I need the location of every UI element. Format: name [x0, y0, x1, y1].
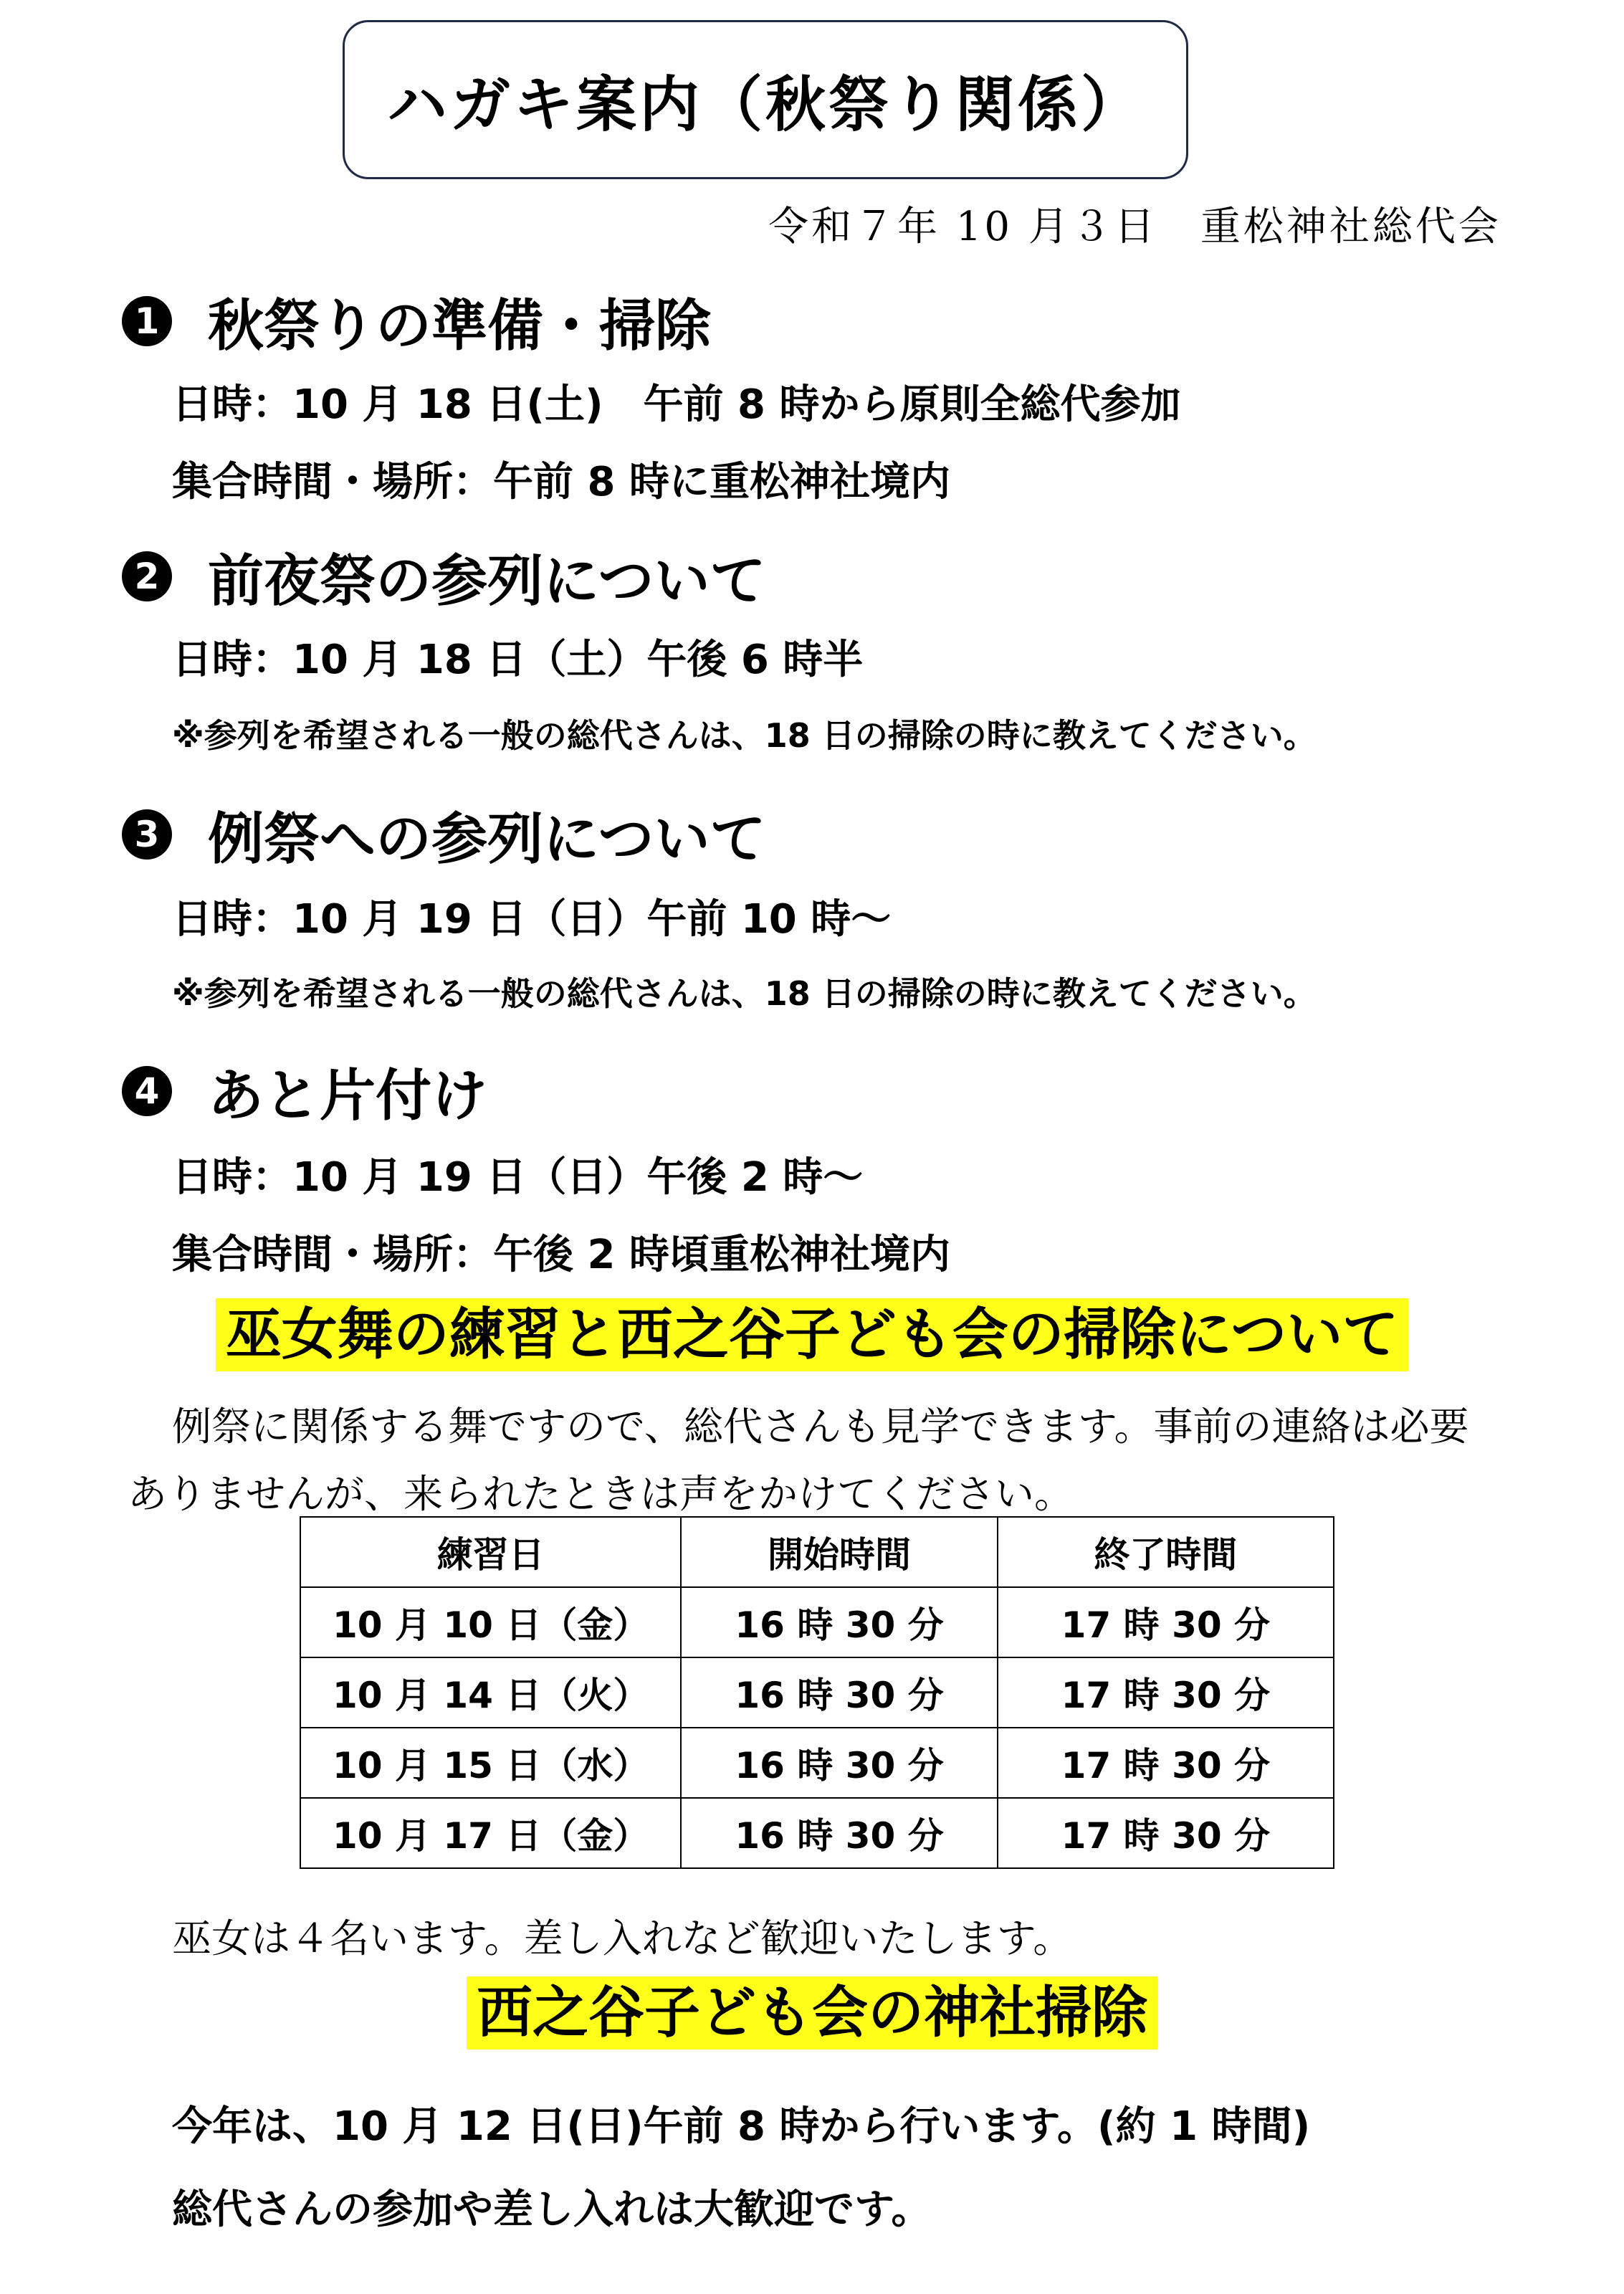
section-2-heading [122, 536, 765, 617]
section-4-heading [122, 1051, 487, 1131]
table-header-cell: 開始時間 [681, 1517, 997, 1587]
number-badge-4: 4 [122, 1066, 172, 1116]
table-row [300, 1587, 1334, 1657]
section-1-heading [122, 281, 711, 361]
document-title: ハガキ案内（秋祭り関係） [386, 69, 1144, 140]
table-row [300, 1657, 1334, 1728]
section-4-meeting: 集合時間・場所：午後 2 時頃重松神社境内 [172, 1232, 950, 1278]
section-1-meeting: 集合時間・場所：午前 8 時に重松神社境内 [172, 459, 950, 505]
date-issuer-line: 令和７年 10 月３日 重松神社総代会 [768, 204, 1501, 250]
number-badge-1: 1 [122, 296, 172, 346]
table-row [300, 1798, 1334, 1868]
miko-footer: 巫女は４名います。差し入れなど歓迎いたします。 [172, 1915, 1073, 1961]
miko-heading-row [0, 1303, 1624, 1368]
section-4-title: あと片付け [208, 1064, 488, 1128]
miko-heading: 巫女舞の練習と西之谷子ども会の掃除について [216, 1298, 1408, 1371]
table-cell: 10 月 10 日（金） [300, 1587, 681, 1657]
section-2-note: ※参列を希望される一般の総代さんは、18 日の掃除の時に教えてください。 [172, 716, 1317, 755]
table-cell: 16 時 30 分 [681, 1798, 997, 1868]
section-2-title: 前夜祭の参列について [208, 549, 766, 614]
section-3-title: 例祭への参列について [208, 807, 766, 872]
number-badge-2: 2 [122, 551, 172, 601]
table-cell: 17 時 30 分 [998, 1587, 1334, 1657]
title-box [343, 20, 1188, 179]
table-cell: 17 時 30 分 [998, 1728, 1334, 1798]
section-4-datetime: 日時：10 月 19 日（日）午後 2 時～ [172, 1154, 864, 1201]
section-3-datetime: 日時：10 月 19 日（日）午前 10 時～ [172, 896, 892, 943]
section-1-datetime: 日時：10 月 18 日(土) 午前 8 時から原則全総代参加 [172, 381, 1181, 428]
table-header-cell: 終了時間 [998, 1517, 1334, 1587]
section-1-title: 秋祭りの準備・掃除 [208, 294, 712, 358]
miko-intro-line-1: 例祭に関係する舞ですので、総代さんも見学できます。事前の連絡は必要 [172, 1404, 1469, 1450]
cleaning-heading-row [0, 1981, 1624, 2046]
section-2-datetime: 日時：10 月 18 日（土）午後 6 時半 [172, 637, 864, 683]
cleaning-line-1: 今年は、10 月 12 日(日)午前 8 時から行います。(約 1 時間) [172, 2103, 1311, 2150]
practice-schedule-table [300, 1516, 1334, 1869]
table-cell: 17 時 30 分 [998, 1657, 1334, 1728]
table-cell: 10 月 15 日（水） [300, 1728, 681, 1798]
cleaning-line-2: 総代さんの参加や差し入れは大歓迎です。 [172, 2186, 932, 2233]
table-header-row [300, 1517, 1334, 1587]
table-cell: 16 時 30 分 [681, 1587, 997, 1657]
table-cell: 16 時 30 分 [681, 1728, 997, 1798]
table-cell: 16 時 30 分 [681, 1657, 997, 1728]
table-header-cell: 練習日 [300, 1517, 681, 1587]
table-cell: 10 月 17 日（金） [300, 1798, 681, 1868]
cleaning-heading: 西之谷子ども会の神社掃除 [467, 1976, 1157, 2050]
table-row [300, 1728, 1334, 1798]
table-cell: 17 時 30 分 [998, 1798, 1334, 1868]
table-cell: 10 月 14 日（火） [300, 1657, 681, 1728]
section-3-heading [122, 794, 765, 875]
miko-intro-line-2: ありませんが、来られたときは声をかけてください。 [128, 1471, 1074, 1517]
section-3-note: ※参列を希望される一般の総代さんは、18 日の掃除の時に教えてください。 [172, 974, 1317, 1013]
number-badge-3: 3 [122, 809, 172, 860]
